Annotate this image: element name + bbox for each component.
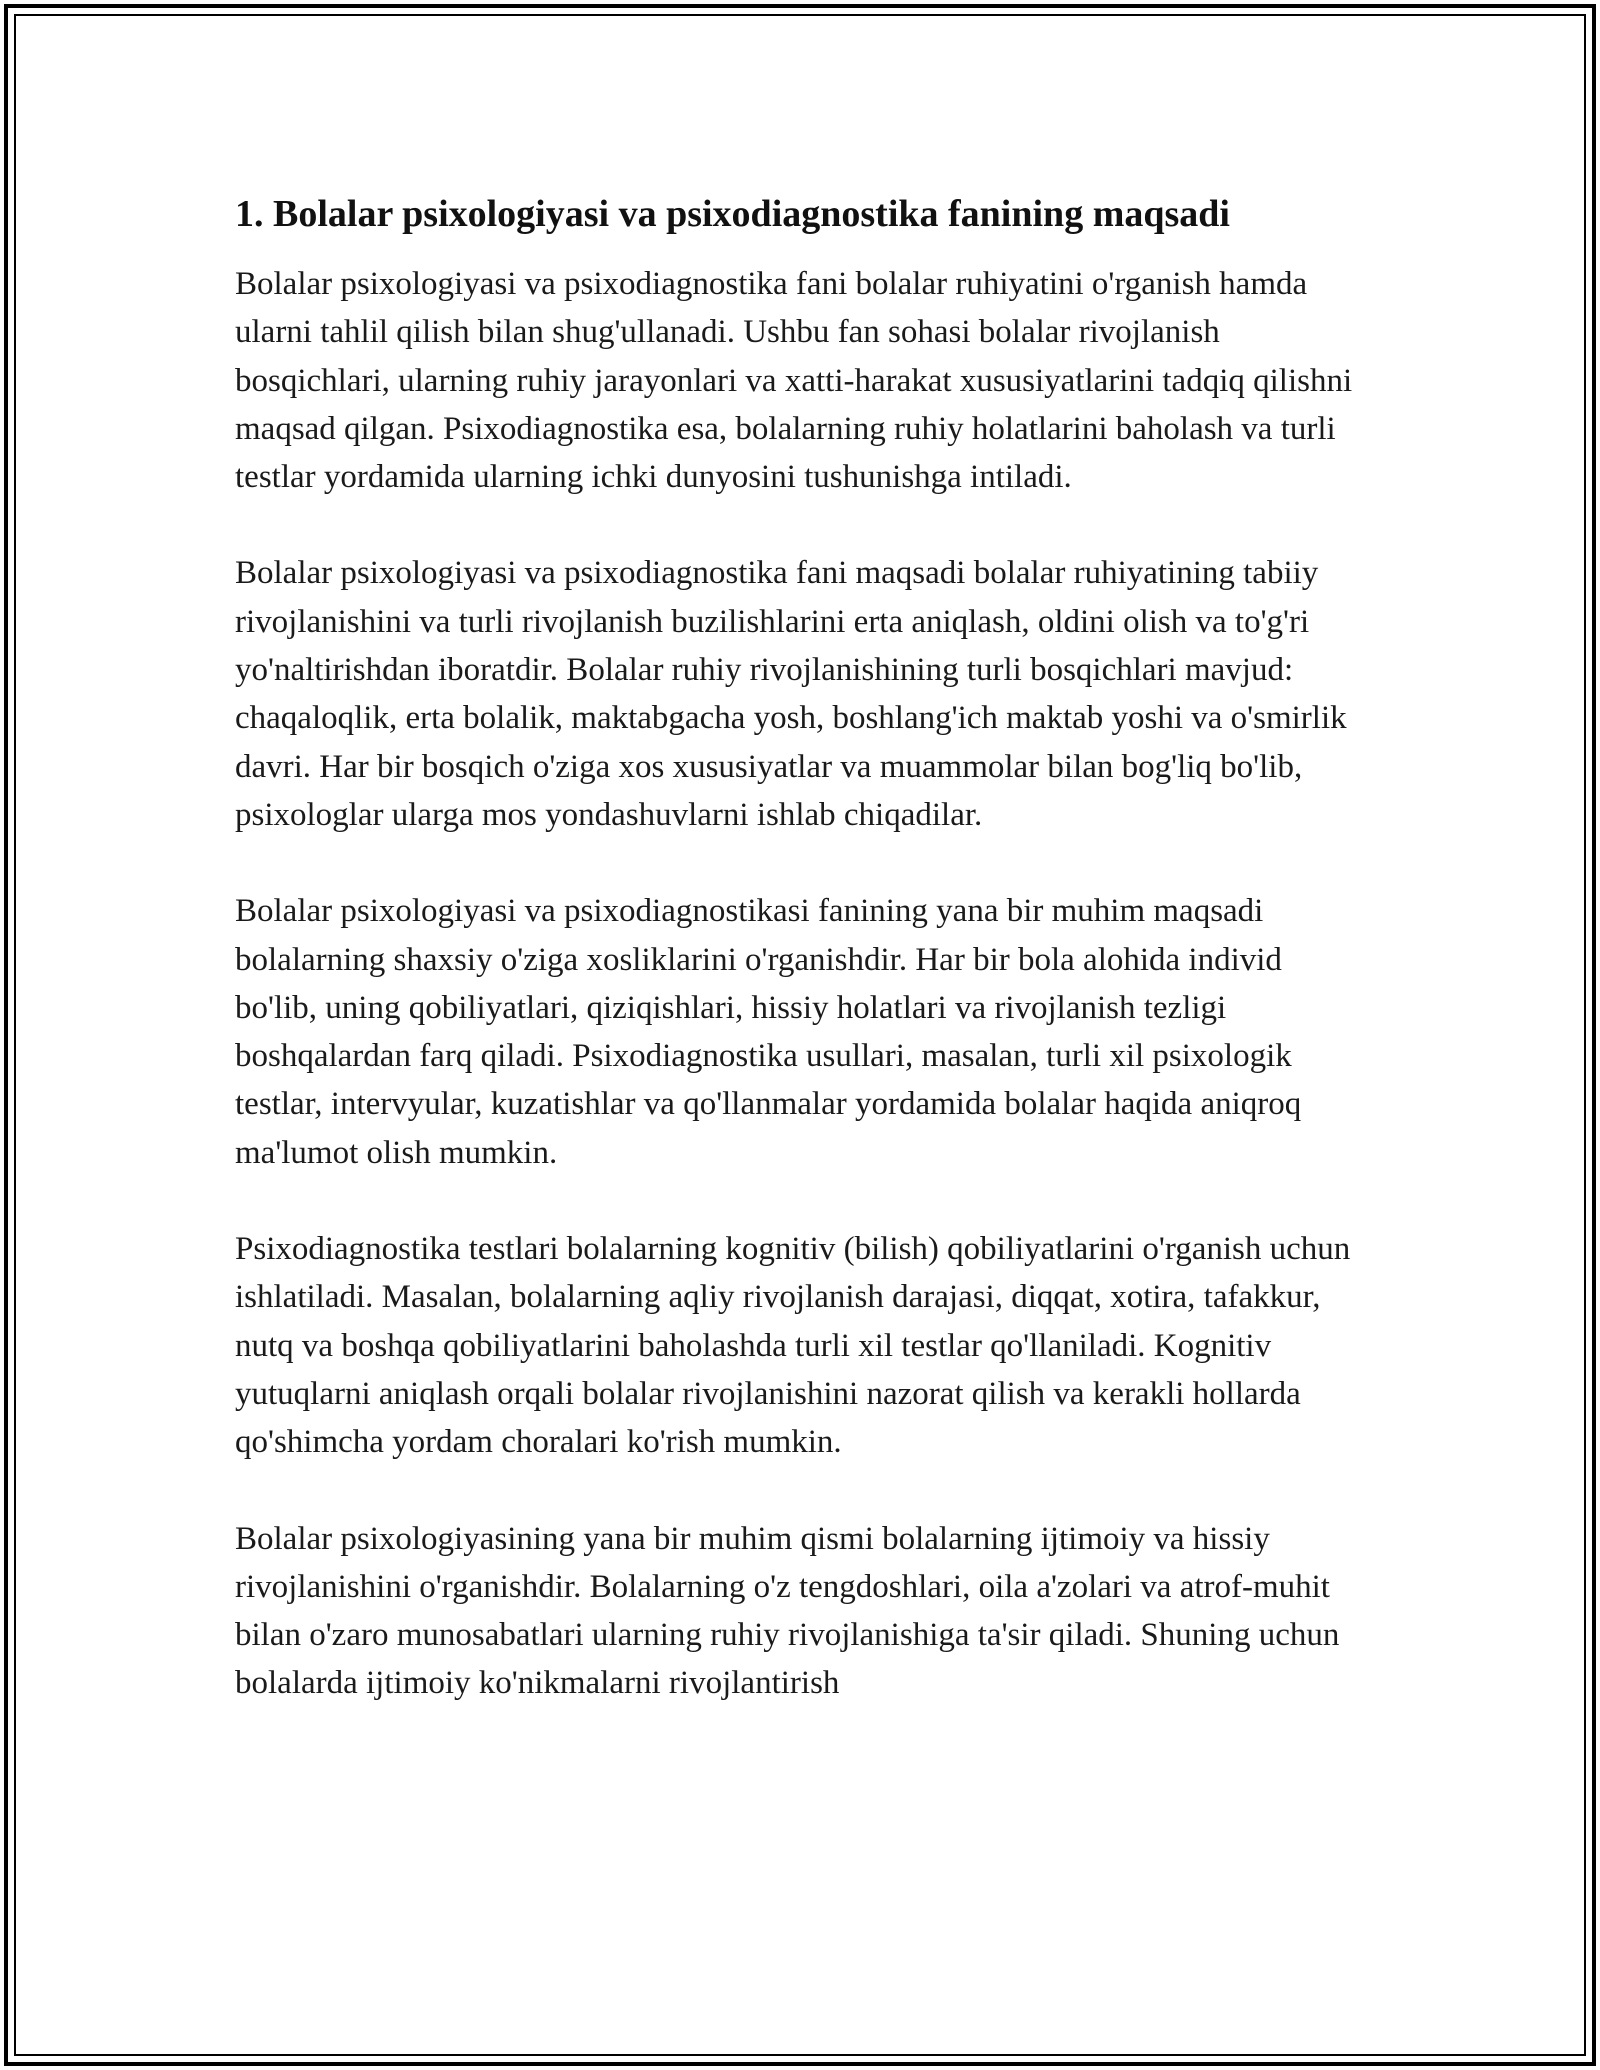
paragraph-3: Bolalar psixologiyasi va psixodiagnostikasi fanining yana bir muhim maqsadi bolalarning shaxsiy o'ziga xosliklarini o'rganishdir. Har bir bola alohida individ bo'lib, uning qobiliyatlari, qiziqishlari, hissiy holatlari va rivojlanish tezligi boshqalardan farq qiladi. Psixodiagnostika usullari, masalan, turli xil psixologik testlar, intervyular, kuzatishlar va qo'llanmalar yordamida bolalar haqida aniqroq ma'lumot olish mumkin. bbox=[235, 893, 1302, 1171]
paragraph-1: Bolalar psixologiyasi va psixodiagnostika fani bolalar ruhiyatini o'rganish hamda ularni tahlil qilish bilan shug'ullanadi. Ushbu fan sohasi bolalar rivojlanish bosqichlari, ularning ruhiy jarayonlari va xatti-harakat xususiyatlarini tadqiq qilishni maqsad qilgan. Psixodiagnostika esa, bolalarning ruhiy holatlarini baholash va turli testlar yordamida ularning ichki dunyosini tushunishga intiladi. bbox=[235, 266, 1353, 496]
section-heading: 1. Bolalar psixologiyasi va psixodiagnostika fanining maqsadi bbox=[235, 193, 1230, 235]
paragraph-2: Bolalar psixologiyasi va psixodiagnostika fani maqsadi bolalar ruhiyatining tabiiy rivojlanishini va turli rivojlanish buzilishlarini erta aniqlash, oldini olish va to'g'ri yo'naltirishdan iboratdir. Bolalar ruhiy rivojlanishining turli bosqichlari mavjud: chaqaloqlik, erta bolalik, maktabgacha yosh, boshlang'ich maktab yoshi va o'smirlik davri. Har bir bosqich o'ziga xos xususiyatlar va muammolar bilan bog'liq bo'lib, psixologlar ularga mos yondashuvlarni ishlab chiqadilar. bbox=[235, 555, 1347, 833]
paragraph-5: Bolalar psixologiyasining yana bir muhim qismi bolalarning ijtimoiy va hissiy rivojlanishini o'rganishdir. Bolalarning o'z tengdoshlari, oila a'zolari va atrof-muhit bilan o'zaro munosabatlari ularning ruhiy rivojlanishiga ta'sir qiladi. Shuning uchun bolalarda ijtimoiy ko'nikmalarni rivojlantirish bbox=[235, 1520, 1340, 1702]
document-body bbox=[235, 188, 1365, 1756]
paragraph-4: Psixodiagnostika testlari bolalarning kognitiv (bilish) qobiliyatlarini o'rganish uchun ishlatiladi. Masalan, bolalarning aqliy rivojlanish darajasi, diqqat, xotira, tafakkur, nutq va boshqa qobiliyatlarini baholashda turli xil testlar qo'llaniladi. Kognitiv yutuqlarni aniqlash orqali bolalar rivojlanishini nazorat qilish va kerakli hollarda qo'shimcha yordam choralari ko'rish mumkin. bbox=[235, 1231, 1351, 1461]
